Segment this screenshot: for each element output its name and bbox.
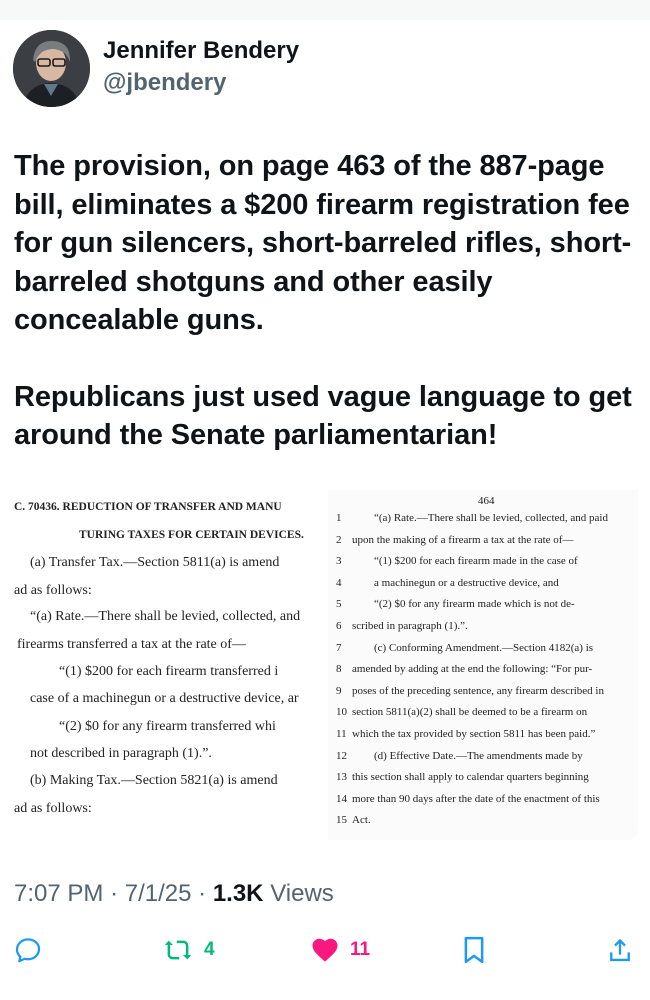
doc-left-line: firearms transferred a tax at the rate of—	[17, 637, 246, 652]
doc-right-line	[328, 771, 638, 791]
line-text: a machinegun or a destructive device, and	[374, 576, 559, 589]
line-text: (d) Effective Date.—The amendments made by	[374, 749, 583, 762]
document-image-left[interactable]	[14, 498, 323, 828]
tweet-text	[14, 147, 639, 455]
line-text: which the tax provided by section 5811 has been paid.”	[352, 728, 596, 740]
doc-left-line: “(2) $0 for any firearm transferred whi	[59, 719, 276, 734]
doc-right-line	[328, 728, 638, 748]
doc-left-line: TURING TAXES FOR CERTAIN DEVICES.	[79, 529, 304, 541]
doc-right-line	[328, 534, 638, 554]
line-number: 4	[336, 576, 342, 589]
doc-right-line	[328, 642, 638, 662]
line-number: 15	[336, 814, 347, 827]
doc-right-line	[328, 555, 638, 575]
line-text: (c) Conforming Amendment.—Section 4182(a) is	[374, 641, 594, 654]
share-button[interactable]	[606, 930, 634, 970]
line-text: section 5811(a)(2) shall be deemed to be a firearm on	[352, 706, 588, 719]
line-text: “(a) Rate.—There shall be levied, collected, and paid	[374, 512, 608, 524]
doc-left-line: C. 70436. REDUCTION OF TRANSFER AND MANU	[14, 501, 282, 513]
meta-separator: ·	[110, 880, 119, 907]
tweet-meta	[14, 880, 334, 908]
retweet-count: 4	[204, 939, 215, 960]
line-text: this section shall apply to calendar quarters beginning	[352, 771, 589, 784]
doc-right-line	[328, 512, 638, 532]
like-count: 11	[350, 939, 371, 960]
doc-left-line: “(a) Rate.—There shall be levied, collected, and	[30, 609, 301, 624]
line-number: 13	[336, 771, 347, 784]
retweet-icon	[162, 935, 194, 965]
bookmark-button[interactable]	[461, 930, 487, 970]
doc-right-line	[328, 685, 638, 705]
tweet-author	[13, 30, 299, 107]
avatar[interactable]	[13, 30, 90, 107]
action-bar	[0, 930, 650, 970]
tweet-paragraph-1: The provision, on page 463 of the 887-page bill, eliminates a $200 firearm registration fee for gun silencers, short-barreled rifles, short-barreled shotguns and other easily concealable guns.	[14, 150, 632, 336]
tweet-date[interactable]: 7/1/25	[124, 880, 192, 907]
line-text: scribed in paragraph (1).”.	[352, 620, 468, 632]
line-text: upon the making of a firearm a tax at the rate of—	[352, 533, 574, 546]
line-number: 2	[336, 533, 342, 546]
line-number: 6	[336, 620, 342, 632]
doc-right-line	[328, 598, 638, 618]
author-handle[interactable]: @jbendery	[103, 68, 227, 96]
line-text: Act.	[352, 814, 371, 827]
line-number: 11	[336, 728, 347, 740]
line-text: amended by adding at the end the following: “For pur-	[352, 663, 593, 676]
top-bar	[0, 0, 650, 20]
line-number: 3	[336, 555, 342, 568]
doc-right-line	[328, 706, 638, 726]
line-number: 9	[336, 684, 342, 697]
bookmark-icon	[461, 935, 487, 965]
tweet-time[interactable]: 7:07 PM	[14, 880, 104, 907]
doc-left-line: (a) Transfer Tax.—Section 5811(a) is amend	[30, 555, 280, 570]
line-number: 5	[336, 598, 342, 611]
doc-left-line: (b) Making Tax.—Section 5821(a) is amend	[30, 773, 278, 788]
retweet-button[interactable]	[162, 930, 215, 970]
doc-right-line	[328, 750, 638, 770]
doc-right-line	[328, 620, 638, 640]
like-button[interactable]	[310, 930, 370, 970]
line-number: 10	[336, 706, 347, 719]
meta-separator: ·	[198, 880, 207, 907]
line-number: 12	[336, 749, 347, 762]
document-image-right[interactable]	[328, 490, 638, 840]
line-number: 14	[336, 792, 347, 805]
reply-icon	[13, 935, 43, 965]
author-display-name[interactable]: Jennifer Bendery	[103, 36, 300, 64]
line-number: 8	[336, 663, 342, 676]
line-number: 1	[336, 512, 342, 524]
doc-right-line	[328, 793, 638, 813]
doc-right-line	[328, 577, 638, 597]
doc-left-line: ad as follows:	[14, 801, 92, 816]
page-number: 464	[478, 495, 495, 507]
doc-left-line: “(1) $200 for each firearm transferred i	[59, 664, 279, 679]
views-label: Views	[270, 880, 334, 907]
line-text: more than 90 days after the date of the enactment of this	[352, 792, 600, 805]
line-text: “(2) $0 for any firearm made which is not de-	[374, 598, 575, 611]
doc-left-line: not described in paragraph (1).”.	[30, 746, 212, 761]
doc-right-line	[328, 814, 638, 834]
line-text: poses of the preceding sentence, any firearm described in	[352, 684, 604, 697]
line-number: 7	[336, 641, 342, 654]
doc-right-line	[328, 663, 638, 683]
share-icon	[606, 935, 634, 965]
tweet-paragraph-2: Republicans just used vague language to get around the Senate parliamentarian!	[14, 380, 632, 451]
doc-left-line: case of a machinegun or a destructive device, ar	[30, 691, 299, 706]
line-text: “(1) $200 for each firearm made in the case of	[374, 555, 578, 568]
views-count: 1.3K	[212, 880, 264, 907]
reply-button[interactable]	[13, 930, 43, 970]
heart-icon	[310, 935, 340, 965]
avatar-photo	[13, 30, 90, 107]
doc-left-line: ad as follows:	[14, 583, 92, 598]
